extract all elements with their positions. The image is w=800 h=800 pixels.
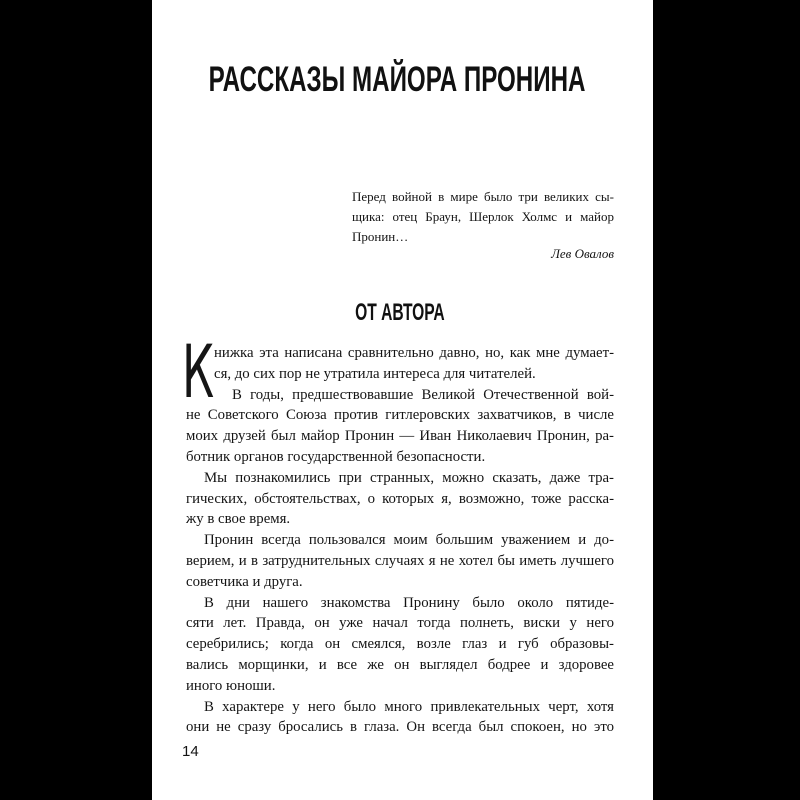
left-dark-margin [0, 0, 152, 800]
text-line: ся, до сих пор не утратила интереса для читателей. [214, 365, 536, 382]
text-line: Пронин всегда пользовался моим большим уважением и до- [204, 532, 614, 549]
text-line: Мы познакомились при странных, можно сказать, даже тра- [204, 469, 614, 486]
text-line: гических, обстоятельствах, о которых я, возможно, тоже расска- [186, 490, 614, 507]
body-text [186, 343, 614, 738]
text-line: сяти лет. Правда, он уже начал тогда полнеть, виски у него [186, 615, 614, 632]
text-line: жу в свое время. [186, 511, 291, 528]
text-line: В дни нашего знакомства Пронину было около пятиде- [204, 594, 614, 611]
text-line: верием, и в затруднительных случаях я не хотел бы иметь лучшего [186, 552, 614, 569]
text-line: В годы, предшествовавшие Великой Отечественной вой- [232, 386, 614, 403]
epigraph-line: Перед войной в мире было три великих сы- [352, 189, 614, 204]
drop-cap: К [182, 330, 215, 415]
epigraph-line: щика: отец Браун, Шерлок Холмс и майор [352, 209, 614, 224]
text-line: не Советского Союза против гитлеровских захватчиков, в числе [186, 407, 614, 424]
right-dark-margin [653, 0, 800, 800]
text-line: ботник органов государственной безопасности. [186, 448, 486, 465]
section-heading: ОТ АВТОРА [355, 299, 445, 326]
epigraph [352, 187, 614, 247]
text-line: советчика и друга. [186, 573, 303, 590]
text-line: нижка эта написана сравнительно давно, но, как мне думает- [214, 345, 614, 361]
text-line: иного юноши. [186, 677, 276, 694]
text-line: они не сразу бросались в глаза. Он всегда был спокоен, но это [186, 719, 614, 736]
book-title-row [0, 60, 794, 100]
text-line: вались морщинки, и все же он выглядел бодрее и здоровее [186, 656, 614, 673]
text-line: В характере у него было много привлекательных черт, хотя [204, 698, 614, 715]
epigraph-author: Лев Овалов [551, 246, 614, 261]
epigraph-line: Пронин… [352, 229, 409, 244]
section-heading-row [0, 298, 800, 328]
page-number: 14 [182, 743, 199, 760]
book-title: РАССКАЗЫ МАЙОРА ПРОНИНА [208, 60, 586, 99]
text-line: серебрились; когда он смеялся, возле глаз и губ образовы- [186, 636, 614, 653]
text-line: моих друзей был майор Пронин — Иван Николаевич Пронин, ра- [186, 428, 614, 445]
